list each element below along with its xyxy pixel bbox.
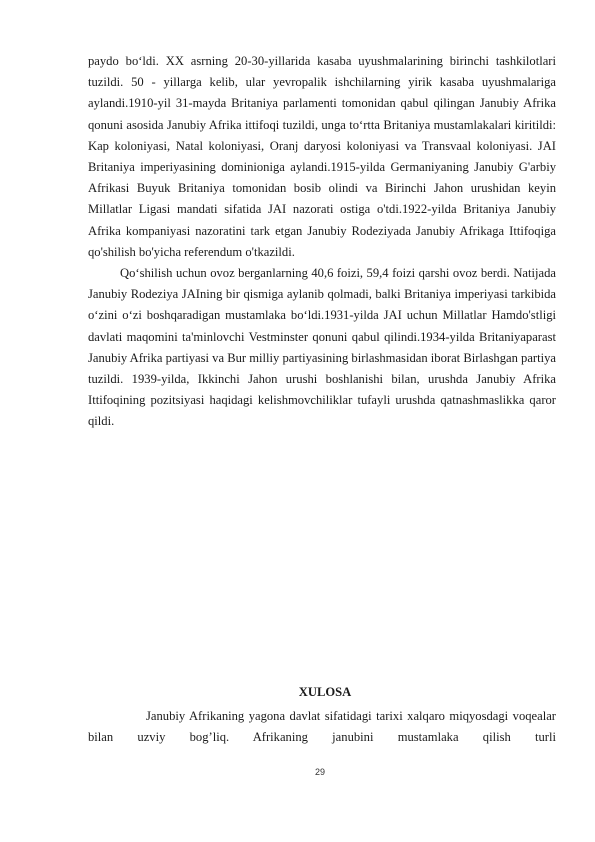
page-number: 29	[314, 767, 325, 777]
paragraph-2: Qo‘shilish uchun ovoz berganlarning 40,6 foizi, 59,4 foizi qarshi ovoz berdi. Natijada Janubiy Rodeziya JAIning bir qismiga aylanib qolmadi, balki Britaniya imperiyasi tarkibida o‘zini o‘zi boshqaradigan mustamlaka bo‘ldi.1931-yilda JAI uchun Millatlar Hamdo'stligi davlati maqomini ta'minlovchi Vestminster qonuni qabul qilindi.1934-yilda Britaniyaparast Janubiy Afrika partiyasi va Bur milliy partiyasining birlashmasidan iborat Birlashgan partiya tuzildi. 1939-yilda, Ikkinchi Jahon urushi boshlanishi bilan, urushda Janubiy Afrika Ittifoqining pozitsiyasi haqidagi kelishmovchiliklar tufayli urushda qatnashmaslikka qaror qildi.	[88, 266, 556, 429]
conclusion-text	[88, 706, 556, 748]
conclusion-paragraph: Janubiy Afrikaning yagona davlat sifatidagi tarixi xalqaro miqyosdagi voqealar bilan uzviy bog’liq. Afrikaning janubini mustamlaka qilish turli	[88, 709, 556, 745]
body-text	[88, 51, 556, 433]
section-heading: XULOSA	[298, 685, 352, 699]
paragraph-1: paydo bo‘ldi. XX asrning 20-30-yillarida kasaba uyushmalarining birinchi tashkilotlari tuzildi. 50 - yillarga kelib, ular yevropalik ishchilarning yirik kasaba uyushmalariga aylandi.1910-yil 31-mayda Britaniya parlamenti tomonidan qabul qilingan Janubiy Afrika qonuni asosida Janubiy Afrika ittifoqi tuzildi, unga to‘rtta Britaniya mustamlakalari kiritildi: Kap koloniyasi, Natal koloniyasi, Oranj daryosi koloniyasi va Transvaal koloniyasi. JAI Britaniya imperiyasining dominioniga aylandi.1915-yilda Germaniyaning Janubiy G'arbiy Afrikasi Buyuk Britaniya tomonidan bosib olindi va Birinchi Jahon urushidan keyin Millatlar Ligasi mandati sifatida JAI nazorati ostiga o'tdi.1922-yilda Britaniya Janubiy Afrika kompaniyasi nazoratini tark etgan Janubiy Rodeziyada Janubiy Afrikaga Ittifoqiga qo'shilish bo'yicha referendum o'tkazildi.	[88, 54, 556, 259]
